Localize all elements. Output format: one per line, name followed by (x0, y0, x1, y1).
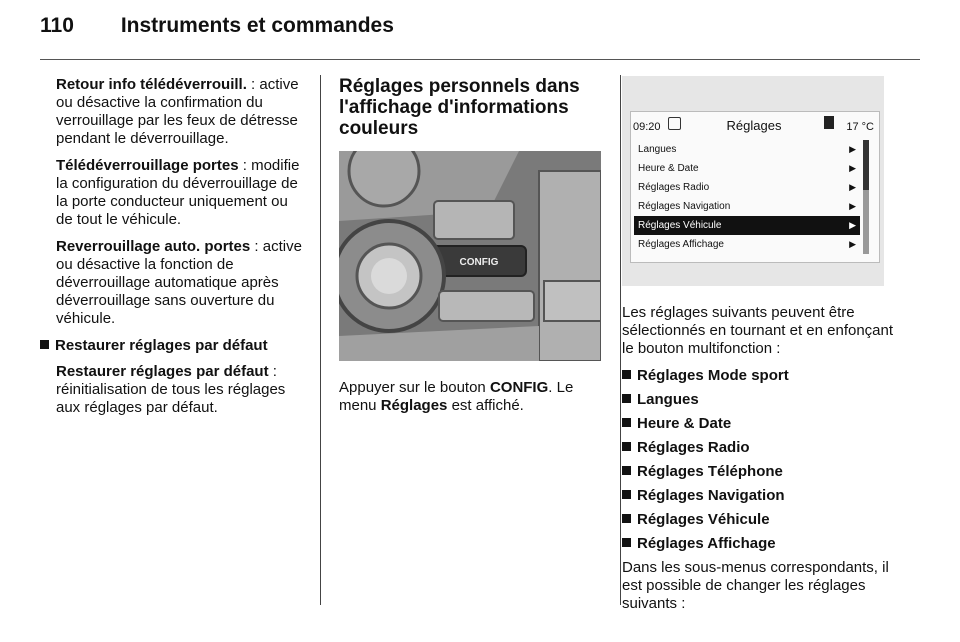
scrollbar-thumb (863, 140, 869, 190)
settings-list-label: Réglages Affichage (637, 535, 776, 552)
column-2 (339, 76, 601, 424)
page-title: Instruments et commandes (120, 14, 394, 37)
settings-list-label: Réglages Véhicule (637, 511, 770, 528)
term: Réglages (380, 397, 448, 414)
settings-list-item (622, 463, 902, 481)
screen-menu-item (634, 178, 860, 197)
settings-list-label: Réglages Mode sport (637, 367, 789, 384)
settings-screen-figure (622, 76, 884, 286)
screen-menu-item-label: Réglages Radio (638, 182, 710, 193)
text: : modifie la configuration du déverrouillage de la porte conducteur uniquement ou de tout le véhicule. (56, 157, 300, 228)
chevron-right-icon: ▶ (849, 144, 856, 154)
para-appuyer (339, 379, 601, 415)
screen-menu-item-label: Langues (638, 144, 677, 155)
text: est affiché. (447, 397, 524, 414)
header-rule (40, 59, 920, 60)
column-3 (622, 76, 902, 622)
chevron-right-icon: ▶ (849, 182, 856, 192)
screen-menu (634, 140, 860, 254)
settings-list-item (622, 415, 902, 433)
bullet-restaurer (40, 337, 306, 355)
text: : active ou désactive la fonction de déverrouillage automatique après déverrouillage sans ouverture du véhicule. (56, 238, 302, 327)
page-header (40, 14, 394, 38)
chevron-right-icon: ▶ (849, 239, 856, 249)
settings-list-item (622, 391, 902, 409)
chevron-right-icon: ▶ (849, 201, 856, 211)
para-retour-info (56, 76, 306, 148)
column-1 (56, 76, 306, 426)
screen-title: Réglages (726, 118, 782, 133)
bullet-square-icon (622, 514, 631, 523)
settings-list (622, 367, 902, 553)
screen-scrollbar (863, 140, 869, 254)
screen-menu-item-label: Réglages Véhicule (638, 220, 722, 231)
page-number: 110 (40, 14, 74, 37)
para-restaurer (56, 363, 306, 417)
screen-temperature: 17 °C (846, 121, 874, 133)
text: : active ou désactive la confirmation du verrouillage par les feux de détresse pendant le déverrouillage. (56, 76, 299, 147)
screen-menu-item (634, 159, 860, 178)
config-button-photo (339, 151, 601, 361)
screen-menu-item (634, 235, 860, 254)
screen-status-bar (630, 114, 878, 136)
text: Appuyer sur le bouton (339, 379, 490, 396)
text: . Le menu (339, 379, 574, 414)
settings-list-label: Réglages Radio (637, 439, 750, 456)
para-intro: Les réglages suivants peuvent être sélectionnés en tournant et en enfonçant le bouton multifonction : (622, 304, 894, 357)
bullet-square-icon (622, 394, 631, 403)
bullet-square-icon (622, 418, 631, 427)
dashboard-photo (339, 151, 601, 361)
para-teledeverrouillage (56, 157, 306, 229)
bullet-square-icon (622, 370, 631, 379)
settings-list-item (622, 511, 902, 529)
thermometer-icon (824, 116, 834, 129)
screen-menu-item-label: Réglages Navigation (638, 201, 731, 212)
term: Télédéverrouillage portes (56, 157, 239, 174)
bullet-square-icon (622, 466, 631, 475)
para-outro: Dans les sous-menus correspondants, il est possible de changer les réglages suivants : (622, 559, 889, 612)
settings-list-item (622, 487, 902, 505)
screen-time: 09:20 (633, 121, 661, 133)
screen-menu-item-label: Réglages Affichage (638, 239, 724, 250)
bullet-square-icon (622, 442, 631, 451)
term: CONFIG (489, 379, 549, 396)
chevron-right-icon: ▶ (849, 220, 856, 230)
chevron-right-icon: ▶ (849, 163, 856, 173)
bullet-square-icon (40, 340, 49, 349)
screen-menu-item (634, 216, 860, 235)
text: : réinitialisation de tous les réglages aux réglages par défaut. (56, 363, 286, 416)
term: Retour info télédéverrouill. (56, 76, 247, 93)
term: Reverrouillage auto. portes (56, 238, 251, 255)
settings-list-item (622, 367, 902, 385)
bullet-square-icon (622, 538, 631, 547)
settings-list-label: Réglages Téléphone (637, 463, 783, 480)
screen-menu-item-label: Heure & Date (638, 163, 699, 174)
screen-menu-item (634, 140, 860, 159)
settings-list-label: Réglages Navigation (637, 487, 785, 504)
column-divider-2 (620, 75, 621, 605)
bullet-square-icon (622, 490, 631, 499)
config-button-label: CONFIG (459, 257, 499, 268)
column-divider-1 (320, 75, 321, 605)
settings-list-label: Langues (637, 391, 699, 408)
para-reverrouillage (56, 238, 306, 328)
term: Restaurer réglages par défaut (56, 363, 269, 380)
section-heading: Réglages personnels dans l'affichage d'informations couleurs (339, 76, 580, 139)
bullet-label: Restaurer réglages par défaut (55, 337, 268, 354)
settings-list-item (622, 439, 902, 457)
settings-list-item (622, 535, 902, 553)
screen-menu-item (634, 197, 860, 216)
settings-list-label: Heure & Date (637, 415, 732, 432)
